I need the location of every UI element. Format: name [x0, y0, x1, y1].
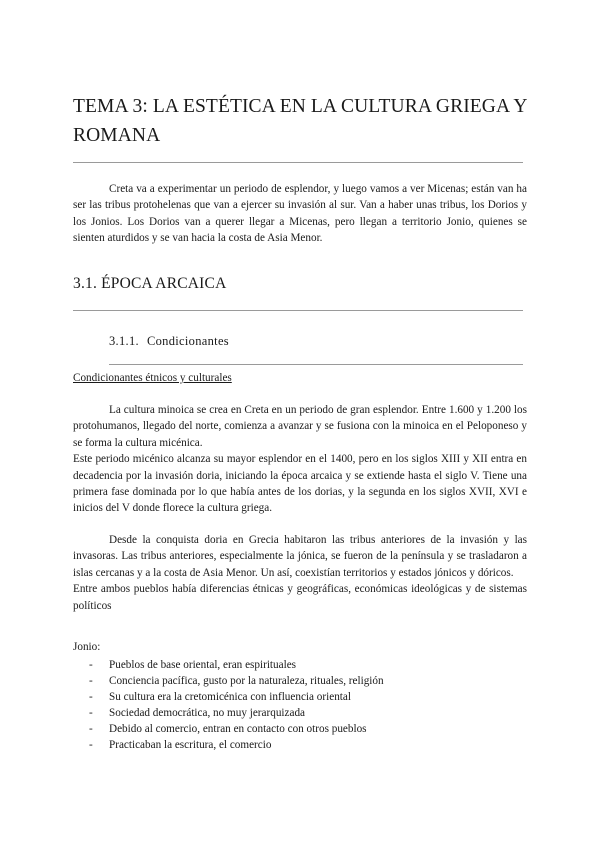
list-item: - Sociedad democrática, no muy jerarquizada — [89, 705, 384, 721]
document-title: TEMA 3: LA ESTÉTICA EN LA CULTURA GRIEGA Y ROMANA — [73, 96, 527, 146]
bullet-marker: - — [89, 675, 93, 688]
paragraph-2: Este periodo micénico alcanza su mayor esplendor en el 1400, pero en los siglos XIII y XII entra en decadencia por la invasión doria, iniciando la época arcaica y se extiende hasta el siglo V. Tiene una primera fase dominada por lo que había antes de los dorias, y la segunda en los siglos XVII, XVI e inicios del V donde florece la cultura griega. — [73, 453, 527, 515]
paragraph-1: La cultura minoica se crea en Creta en un periodo de gran esplendor. Entre 1.600 y 1.200 los protohumanos, llegado del norte, comienza a avanzar y se fusiona con la minoica en el Peloponeso y se forma la cultura micénica. — [73, 404, 527, 449]
body-block-1 — [73, 402, 527, 517]
paragraph-3: Desde la conquista doria en Grecia habitaron las tribus anteriores de la invasión y las invasoras. Las tribus anteriores, especialmente la jónica, se fueron de la península y se trasladaron a islas cercanas y a la costa de Asia Menor. Un así, coexistían territorios y estados jónicos y dóricos. — [73, 534, 527, 579]
subsection-divider — [109, 364, 523, 365]
bullet-marker: - — [89, 739, 93, 752]
paragraph-4: Entre ambos pueblos había diferencias étnicas y geográficas, económicas ideológicas y de sistemas políticos — [73, 583, 527, 612]
bullet-marker: - — [89, 723, 93, 736]
list-item: - Pueblos de base oriental, eran espirituales — [89, 657, 384, 673]
section-heading: 3.1. ÉPOCA ARCAICA — [73, 275, 227, 292]
list-item: - Su cultura era la cretomicénica con influencia oriental — [89, 689, 384, 705]
subheading-underlined: Condicionantes étnicos y culturales — [73, 372, 232, 384]
intro-paragraph — [73, 181, 527, 247]
subsection-number: 3.1.1. — [109, 334, 139, 348]
body-block-2 — [73, 532, 527, 614]
list-item: - Conciencia pacífica, gusto por la naturaleza, rituales, religión — [89, 673, 384, 689]
section-divider — [73, 310, 523, 311]
list-label: Jonio: — [73, 641, 101, 653]
list-item: - Practicaban la escritura, el comercio — [89, 737, 384, 753]
bullet-marker: - — [89, 691, 93, 704]
jonio-list — [89, 657, 384, 754]
subsection-heading — [109, 334, 229, 349]
title-divider — [73, 162, 523, 163]
list-item: - Debido al comercio, entran en contacto con otros pueblos — [89, 721, 384, 737]
intro-text: Creta va a experimentar un periodo de esplendor, y luego vamos a ver Micenas; están van ha ser las tribus protohelenas que van a ejercer su invasión al sur. Van a haber unas tribus, los Dorios y los Jonios. Los Dorios van a querer llegar a Micenas, pero llegan a territorio Jonio, quienes se sienten aturdidos y se van hacia la costa de Asia Menor. — [73, 183, 527, 245]
bullet-marker: - — [89, 707, 93, 720]
bullet-marker: - — [89, 659, 93, 671]
subsection-title: Condicionantes — [147, 334, 229, 348]
